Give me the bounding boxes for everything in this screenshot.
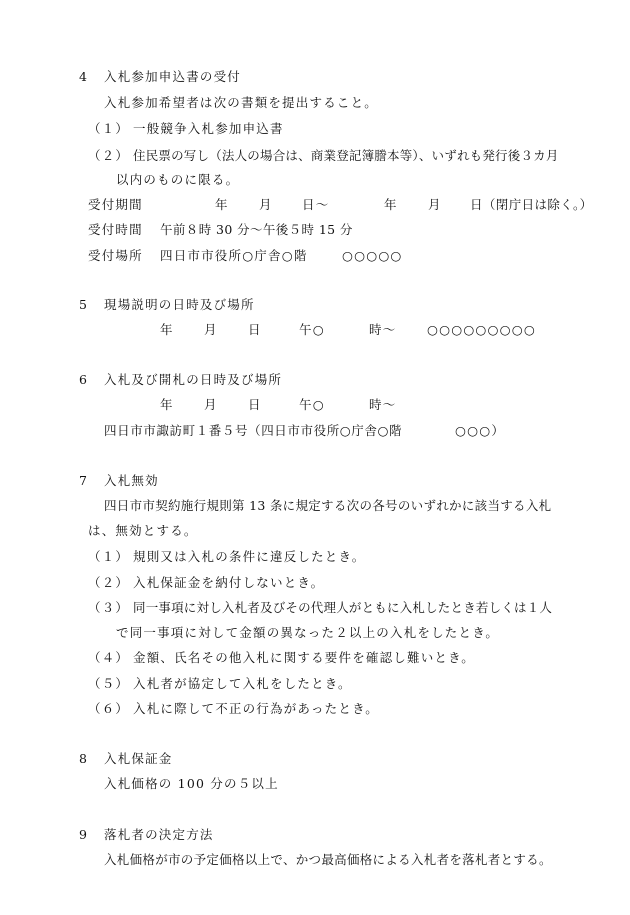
reception-time-label: 受付時間 bbox=[88, 222, 143, 237]
section-7-item-1-text: 規則又は入札の条件に違反したとき。 bbox=[133, 549, 366, 564]
section-7-item-2-label: （２） bbox=[88, 575, 130, 590]
reception-period-year-2: 年 bbox=[384, 197, 398, 212]
section-6-year: 年 bbox=[160, 397, 174, 412]
section-4-number: 4 bbox=[79, 69, 87, 84]
section-7-item-6-text: 入札に際して不正の行為があったとき。 bbox=[133, 701, 379, 716]
section-6-room: ○○○） bbox=[455, 423, 506, 438]
section-5-hour: 時〜 bbox=[369, 322, 397, 337]
section-6-month: 月 bbox=[204, 397, 218, 412]
section-5-day: 日 bbox=[248, 322, 262, 337]
section-7-intro-continuation: は、無効とする。 bbox=[88, 523, 198, 538]
section-7-intro: 四日市市契約施行規則第 13 条に規定する次の各号のいずれかに該当する入札 bbox=[104, 498, 552, 513]
section-9-heading: 落札者の決定方法 bbox=[104, 827, 214, 842]
section-5-month: 月 bbox=[204, 322, 218, 337]
section-7-item-3-text: 同一事項に対し入札者及びその代理人がともに入札したとき若しくは１人 bbox=[133, 600, 553, 615]
section-4-intro: 入札参加希望者は次の書類を提出すること。 bbox=[104, 95, 379, 110]
section-9-text: 入札価格が市の予定価格以上で、かつ最高価格による入札者を落札者とする。 bbox=[104, 852, 552, 867]
section-5-place: ○○○○○○○○○ bbox=[427, 322, 536, 337]
section-4-heading: 入札参加申込書の受付 bbox=[104, 69, 242, 84]
section-7-item-3-continuation: で同一事項に対して金額の異なった２以上の入札をしたとき。 bbox=[116, 625, 500, 640]
section-7-item-4-text: 金額、氏名その他入札に関する要件を確認し難いとき。 bbox=[133, 650, 476, 665]
section-7-item-3-label: （３） bbox=[88, 600, 130, 615]
section-7-item-2-text: 入札保証金を納付しないとき。 bbox=[133, 575, 325, 590]
section-6-number: 6 bbox=[79, 372, 87, 387]
section-6-ampm: 午○ bbox=[299, 397, 325, 412]
section-7-heading: 入札無効 bbox=[104, 473, 159, 488]
section-7-item-4-label: （４） bbox=[88, 650, 130, 665]
section-5-number: 5 bbox=[79, 297, 87, 312]
section-5-heading: 現場説明の日時及び場所 bbox=[104, 297, 255, 312]
section-9-number: 9 bbox=[79, 827, 87, 842]
section-7-item-5-text: 入札者が協定して入札をしたとき。 bbox=[133, 676, 352, 691]
reception-place-room: ○○○○○ bbox=[342, 248, 403, 263]
reception-period-year-1: 年 bbox=[215, 197, 229, 212]
section-7-number: 7 bbox=[79, 473, 87, 488]
section-8-text: 入札価格の 100 分の５以上 bbox=[104, 776, 279, 791]
reception-time-value: 午前８時 30 分〜午後５時 15 分 bbox=[160, 222, 353, 237]
reception-place-label: 受付場所 bbox=[88, 248, 143, 263]
section-5-year: 年 bbox=[160, 322, 174, 337]
reception-period-day-2: 日（閉庁日は除く。） bbox=[470, 197, 593, 212]
reception-period-day-1: 日〜 bbox=[302, 197, 330, 212]
section-7-item-5-label: （５） bbox=[88, 676, 130, 691]
section-5-ampm: 午○ bbox=[299, 322, 325, 337]
section-6-day: 日 bbox=[248, 397, 262, 412]
section-4-item-2-label: （２） bbox=[88, 148, 130, 163]
section-7-item-6-label: （６） bbox=[88, 701, 130, 716]
section-6-address: 四日市市諏訪町１番５号（四日市市役所○庁舎○階 bbox=[104, 423, 403, 438]
section-4-item-2-text: 住民票の写し（法人の場合は、商業登記簿謄本等）、いずれも発行後３カ月 bbox=[133, 148, 559, 163]
section-6-hour: 時〜 bbox=[369, 397, 397, 412]
section-7-item-1-label: （１） bbox=[88, 549, 130, 564]
reception-period-month-2: 月 bbox=[428, 197, 442, 212]
section-8-heading: 入札保証金 bbox=[104, 751, 173, 766]
reception-period-month-1: 月 bbox=[259, 197, 273, 212]
section-4-item-1-text: 一般競争入札参加申込書 bbox=[133, 121, 284, 136]
reception-place-value: 四日市市役所○庁舎○階 bbox=[160, 248, 308, 263]
section-4-item-1-label: （１） bbox=[88, 121, 130, 136]
reception-period-label: 受付期間 bbox=[88, 197, 143, 212]
section-4-item-2-continuation: 以内のものに限る。 bbox=[116, 172, 240, 187]
section-6-heading: 入札及び開札の日時及び場所 bbox=[104, 372, 283, 387]
section-8-number: 8 bbox=[79, 751, 87, 766]
